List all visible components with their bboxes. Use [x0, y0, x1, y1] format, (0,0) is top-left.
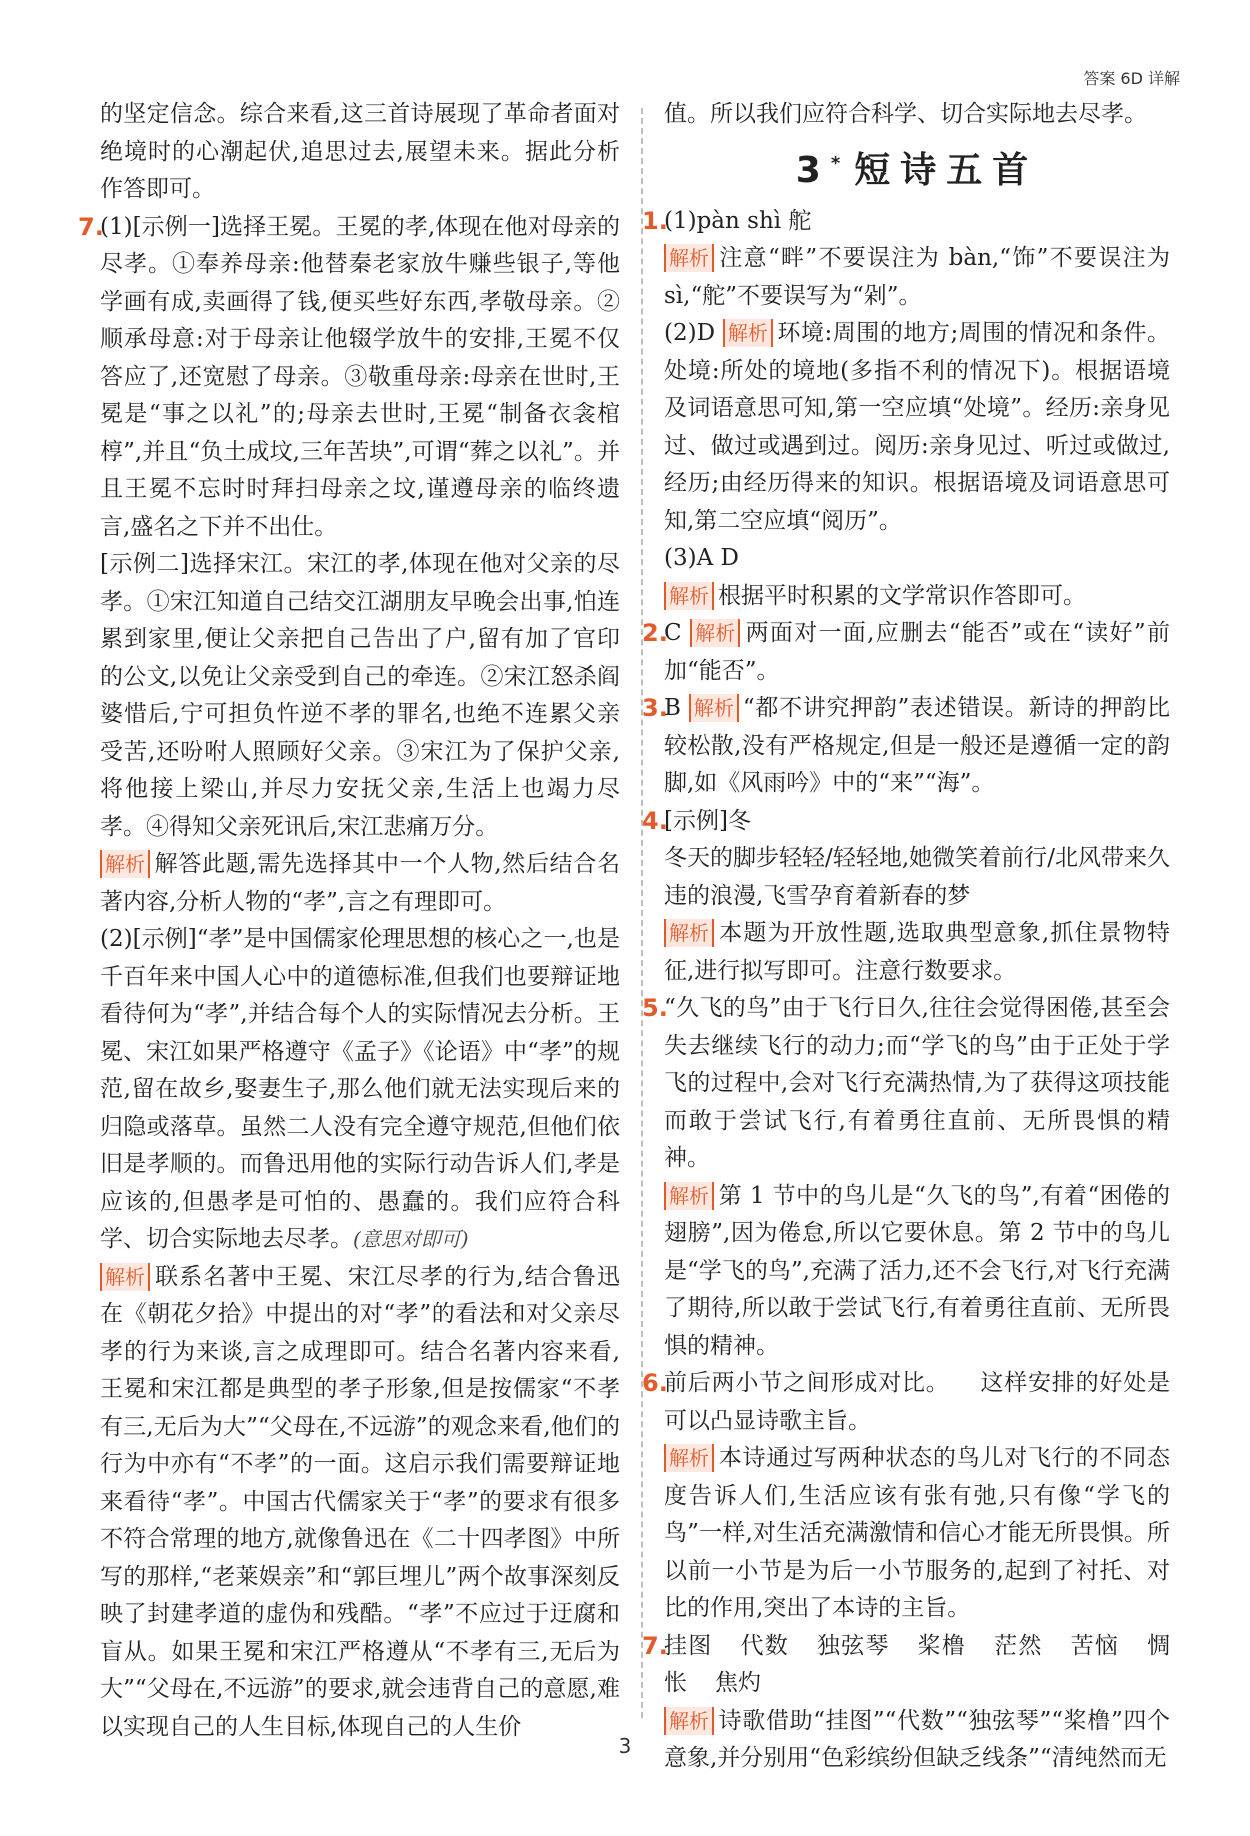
analysis-text: “都不讲究押韵”表述错误。新诗的押韵比较松散,没有严格规定,但是一般还是遵循一定的韵脚,如《风雨吟》中的“来”“海”。	[664, 695, 1170, 796]
example-label: [示例]冬	[664, 807, 751, 834]
analysis-tag: 解析	[664, 582, 714, 610]
question-5	[642, 990, 1170, 1365]
question-number: 1.	[642, 206, 668, 235]
analysis-block	[664, 915, 1170, 990]
right-column	[642, 96, 1171, 1778]
analysis-text: 环境:周围的地方;周围的情况和条件。处境:所处的境地(多指不利的情况下)。根据语境及词语意思可知,第一空应填“处境”。经历:亲身见过、做过或遇到过。阅历:亲身见过、听过或做过,经历;由经历得来的知识。根据语境及词语意思可知,第二空应填“阅历”。	[664, 320, 1171, 534]
analysis-text: 本题为开放性题,选取典型意象,抓住景物特征,进行拟写即可。注意行数要求。	[664, 920, 1170, 984]
lesson-number: 3	[795, 149, 831, 191]
analysis-text: 本诗通过写两种状态的鸟儿对飞行的不同态度告诉人们,生活应该有张有弛,只有像“学飞的鸟”一样,对生活充满激情和信心才能无所畏惧。所以前一小节是为后一小节服务的,起到了衬托、对比的作用,突出了本诗的主旨。	[664, 1445, 1170, 1621]
word-item: 独弦琴	[816, 1632, 890, 1659]
question-number: 7.	[78, 212, 104, 241]
word-item: 挂图	[664, 1632, 713, 1659]
part-two-text: (2)[示例]“孝”是中国儒家伦理思想的核心之一,也是千百年来中国人心中的道德标准,但我们也要辩证地看待何为“孝”,并结合每个人的实际情况去分析。王冕、宋江如果严格遵守《孟子》《论语》中“孝”的规范,留在故乡,娶妻生子,那么他们就无法实现后来的归隐或落草。虽然二人没有完全遵守规范,但他们依旧是孝顺的。而鲁迅用他的实际行动告诉人们,孝是应该的,但愚孝是可怕的、愚蠢的。我们应符合科学、切合实际地去尽孝。	[100, 926, 620, 1252]
question-number: 7.	[642, 1631, 668, 1660]
analysis-text: 注意“畔”不要误注为 bàn,“饰”不要误注为 sì,“舵”不要误写为“剁”。	[664, 245, 1170, 309]
analysis-tag: 解析	[664, 1707, 714, 1735]
carry-over-text: 值。所以我们应符合科学、切合实际地去尽孝。	[664, 101, 1147, 127]
analysis-tag: 解析	[664, 244, 714, 272]
example-two: [示例二]选择宋江。宋江的孝,体现在他对父亲的尽孝。①宋江知道自己结交江湖朋友早晚会出事,怕连累到家里,便让父亲把自己告出了户,留有加了官印的公文,以免让父亲受到自己的牵连。②宋江怒杀阎婆惜后,宁可担负忤逆不孝的罪名,也绝不连累父亲受苦,还吩咐人照顾好父亲。③宋江为了保护父亲,将他接上梁山,并尽力安抚父亲,生活上也竭力尽孝。④得知父亲死讯后,宋江悲痛万分。	[100, 551, 620, 840]
analysis-block	[100, 1259, 620, 1747]
question-number: 3.	[642, 694, 668, 722]
question-number: 6.	[642, 1369, 668, 1397]
intro-paragraph: 的坚定信念。综合来看,这三首诗展现了革命者面对绝境时的心潮起伏,追思过去,展望未来。据此分析作答即可。	[100, 101, 620, 202]
analysis-text: 联系名著中王冕、宋江尽孝的行为,结合鲁迅在《朝花夕拾》中提出的对“孝”的看法和对父亲尽孝的行为来谈,言之成理即可。结合名著内容来看,王冕和宋江都是典型的孝子形象,但是按儒家“不孝有三,无后为大”“父母在,不远游”的观念来看,他们的行为中亦有“不孝”的一面。这启示我们需要辩证地来看待“孝”。中国古代儒家关于“孝”的要求有很多不符合常理的地方,就像鲁迅在《二十四孝图》中所写的那样,“老莱娱亲”和“郭巨埋儿”两个故事深刻反映了封建孝道的虚伪和残酷。“孝”不应过于迂腐和盲从。如果王冕和宋江严格遵从“不孝有三,无后为大”“父母在,不远游”的要求,就会违背自己的意愿,难以实现自己的人生目标,体现自己的人生价	[100, 1263, 620, 1740]
analysis-block	[664, 1440, 1170, 1628]
lesson-name: 短诗五首	[854, 149, 1039, 191]
question-number: 5.	[642, 994, 668, 1022]
analysis-text: 两面对一面,应删去“能否”或在“读好”前加“能否”。	[664, 620, 1170, 684]
analysis-tag: 解析	[664, 1444, 714, 1472]
word-item: 代数	[740, 1632, 789, 1659]
lesson-title	[664, 138, 1170, 197]
question-2	[642, 615, 1170, 690]
part-two-answer	[100, 921, 620, 1259]
word-list	[664, 1628, 1170, 1703]
answer-text	[664, 1365, 1170, 1440]
analysis-text: 根据平时积累的文学常识作答即可。	[718, 582, 1086, 609]
analysis-tag: 解析	[723, 319, 773, 347]
question-number: 2.	[642, 619, 668, 647]
question-3	[642, 690, 1170, 803]
word-item: 桨橹	[917, 1632, 967, 1659]
analysis-text: 诗歌借助“挂图”“代数”“独弦琴”“桨橹”四个意象,并分别用“色彩缤纷但缺乏线条”“清纯然而无	[664, 1707, 1170, 1771]
analysis-block	[664, 690, 1170, 803]
question-6	[642, 1365, 1171, 1628]
answer-text: (3)A D	[664, 545, 739, 571]
answer-text: (2)D	[664, 320, 716, 346]
analysis-text: 解答此题,需先选择其中一个人物,然后结合名著内容,分析人物的“孝”,言之有理即可。	[100, 851, 620, 915]
word-item: 焦灼	[715, 1670, 761, 1696]
word-item: 苦恼	[1070, 1632, 1120, 1659]
analysis-block	[664, 1178, 1170, 1366]
analysis-block	[100, 846, 620, 921]
answer-part-b: 这样安排的好处是可以凸显诗歌主旨。	[664, 1370, 1171, 1434]
example-one: (1)[示例一]选择王冕。王冕的孝,体现在他对母亲的尽孝。①奉养母亲:他替秦老家放牛赚些银子,等他学画有成,卖画得了钱,便买些好东西,孝敬母亲。②顺承母意:对于母亲让他辍学放牛的安排,王冕不仅答应了,还宽慰了母亲。③敬重母亲:母亲在世时,王冕是“事之以礼”的;母亲去世时,王冕“制备衣衾棺椁”,并且“负土成坟,三年苦块”,可谓“葬之以礼”。并且王冕不忘时时拜扫母亲之坟,谨遵母亲的临终遗言,盛名之下并不出仕。	[100, 213, 620, 540]
word-item: 惆怅	[664, 1632, 1171, 1696]
analysis-block	[664, 615, 1170, 690]
analysis-block	[664, 240, 1170, 315]
question-1	[642, 203, 1171, 616]
question-7-left	[78, 209, 620, 1747]
analysis-tag: 解析	[100, 1263, 150, 1291]
analysis-block	[664, 315, 1170, 540]
analysis-tag: 解析	[664, 1182, 714, 1210]
answer-text: C	[664, 620, 682, 646]
analysis-tag: 解析	[690, 619, 740, 647]
answer-text: “久飞的鸟”由于飞行日久,往往会觉得困倦,甚至会失去继续飞行的动力;而“学飞的鸟”由于正处于学飞的过程中,会对飞行充满热情,为了获得这项技能而敢于尝试飞行,有着勇往直前、无所畏惧的精神。	[664, 995, 1170, 1171]
lesson-mark: *	[830, 152, 841, 174]
analysis-tag: 解析	[100, 850, 150, 878]
column-divider	[641, 108, 643, 1718]
answer-text: (1)pàn shì 舵	[664, 207, 812, 234]
page-number: 3	[618, 1734, 632, 1758]
question-4	[642, 803, 1170, 991]
analysis-text: 第 1 节中的鸟儿是“久飞的鸟”,有着“困倦的翅膀”,因为倦怠,所以它要休息。第 2 节中的鸟儿是“学飞的鸟”,充满了活力,还不会飞行,对飞行充满了期待,所以敢于尝试飞行,有着勇往直前、无所畏惧的精神。	[664, 1182, 1170, 1359]
part-two-note: (意思对即可)	[353, 1227, 469, 1251]
poem-text: 冬天的脚步轻轻/轻轻地,她微笑着前行/北风带来久违的浪漫,飞雪孕育着新春的梦	[664, 845, 1170, 909]
analysis-tag: 解析	[664, 919, 714, 947]
analysis-tag: 解析	[689, 694, 739, 722]
analysis-block	[664, 578, 1170, 616]
left-column	[78, 96, 620, 1746]
header-label: 答案 6D 详解	[1083, 69, 1180, 88]
question-number: 4.	[642, 806, 668, 835]
answer-text: B	[664, 695, 681, 721]
answer-part-a: 前后两小节之间形成对比。	[664, 1370, 950, 1396]
word-item: 茫然	[994, 1632, 1043, 1659]
